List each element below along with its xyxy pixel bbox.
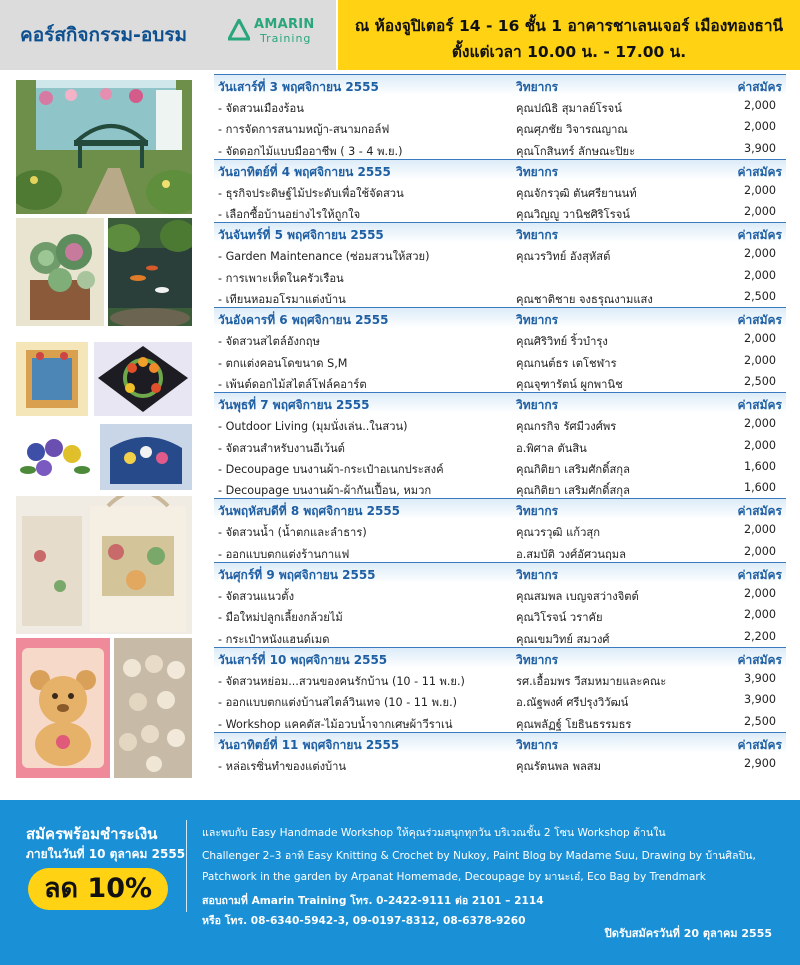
course-instructor: คุณกิติยา เสริมศักดิ์สกุล <box>516 462 630 476</box>
course-name: - ออกแบบตกแต่งบ้านสไตล์วินเทจ (10 - 11 พ.ย.) <box>218 696 457 710</box>
course-fee: 2,000 <box>743 587 776 601</box>
fee-column-header: ค่าสมัคร <box>737 398 782 413</box>
fee-column-header: ค่าสมัคร <box>737 228 782 243</box>
fee-column-header: ค่าสมัคร <box>737 504 782 519</box>
day-block <box>214 159 786 223</box>
header-title-panel <box>0 0 336 70</box>
course-instructor: คุณโกสินทร์ ลักษณะปิยะ <box>516 144 636 158</box>
course-row <box>214 583 786 604</box>
course-row <box>214 371 786 392</box>
tote-bag-photo <box>16 496 192 634</box>
key-holder-photo <box>100 424 192 490</box>
footer-divider <box>186 820 187 912</box>
fee-column-header: ค่าสมัคร <box>737 313 782 328</box>
course-fee: 2,000 <box>743 247 776 261</box>
course-name: - จัดสวนน้ำ (น้ำตกและลำธาร) <box>218 526 367 540</box>
day-title: วันอังคารที่ 6 พฤศจิกายน 2555 <box>218 313 389 328</box>
day-header <box>214 647 786 668</box>
course-instructor: คุณชาติชาย จงธรุณงามแสง <box>516 293 653 307</box>
course-fee: 2,000 <box>743 332 776 346</box>
course-name: - จัดสวนแนวตั้ง <box>218 590 295 604</box>
footer-line-3: Patchwork in the garden by Arpanat Homemade, Decoupage by มานะเอ๋, Eco Bag by Trendmark <box>202 871 706 883</box>
course-name: - เลือกซื้อบ้านอย่างไรให้ถูกใจ <box>218 208 361 222</box>
course-name: - Decoupage บนงานผ้า-กระเป๋าอเนกประสงค์ <box>218 462 444 476</box>
course-row <box>214 689 786 710</box>
teddy-bear-cushion-photo <box>16 638 110 778</box>
course-row <box>214 180 786 201</box>
course-schedule <box>214 74 786 774</box>
page-title: คอร์สกิจกรรม-อบรม <box>20 24 188 46</box>
course-name: - จัดสวนสำหรับงานอีเว้นต์ <box>218 441 345 455</box>
course-name: - ออกแบบตกแต่งร้านกาแฟ <box>218 547 350 561</box>
day-header <box>214 307 786 328</box>
course-row <box>214 668 786 689</box>
course-row <box>214 286 786 307</box>
course-name: - จัดสวนเมืองร้อน <box>218 102 304 115</box>
day-block <box>214 392 786 498</box>
instructor-column-header: วิทยากร <box>516 228 559 243</box>
course-fee: 2,000 <box>743 353 776 367</box>
painted-box-photo <box>16 342 88 416</box>
course-name: - หล่อเรซิ่นทำของแต่งบ้าน <box>218 759 347 773</box>
day-header <box>214 74 786 95</box>
footer-line-1: และพบกับ Easy Handmade Workshop ให้คุณร่วมสนุกทุกวัน บริเวณชั้น 2 โซน Workshop ด้านใน <box>202 827 666 839</box>
discount-badge <box>28 868 168 910</box>
course-row <box>214 138 786 159</box>
course-instructor: คุณวิญญู วานิชศิริโรจน์ <box>516 208 630 222</box>
course-fee: 2,000 <box>743 205 776 219</box>
course-fee: 2,000 <box>743 183 776 197</box>
garden-bench-photo <box>16 80 192 214</box>
koi-pond-photo <box>108 218 192 326</box>
instructor-column-header: วิทยากร <box>516 652 559 667</box>
resin-dolls-photo <box>114 638 192 778</box>
course-fee: 2,900 <box>743 756 776 770</box>
course-instructor: คุณศุภชัย วิจารณญาณ <box>516 123 628 137</box>
course-row <box>214 435 786 456</box>
course-instructor: คุณวรวุฒิ แก้วสุก <box>516 526 600 540</box>
course-row <box>214 519 786 540</box>
course-fee: 3,900 <box>743 671 776 685</box>
course-instructor: คุณวรวิทย์ อังสุหัสต์ <box>516 250 611 264</box>
course-row <box>214 626 786 647</box>
course-fee: 2,000 <box>743 99 776 112</box>
fee-column-header: ค่าสมัคร <box>737 652 782 667</box>
header-banner <box>0 0 800 70</box>
course-instructor: อ.ณัฐพงศ์ ศรีปรุงวิวัฒน์ <box>516 696 629 710</box>
course-fee: 2,000 <box>743 268 776 282</box>
day-title: วันจันทร์ที่ 5 พฤศจิกายน 2555 <box>218 228 384 243</box>
instructor-column-header: วิทยากร <box>516 398 559 413</box>
course-instructor: คุณจักรวุฒิ ตันศรียานนท์ <box>516 186 637 200</box>
fee-column-header: ค่าสมัคร <box>737 80 782 94</box>
course-name: - เทียนหอมอโรมาแต่งบ้าน <box>218 293 346 307</box>
course-fee: 2,500 <box>743 374 776 388</box>
day-header <box>214 498 786 519</box>
course-name: - การเพาะเห็ดในครัวเรือน <box>218 271 344 285</box>
instructor-column-header: วิทยากร <box>516 504 559 519</box>
day-title: วันอาทิตย์ที่ 11 พฤศจิกายน 2555 <box>218 737 400 752</box>
course-row <box>214 413 786 434</box>
footer-contact: สอบถามที่ Amarin Training โทร. 0-2422-9111 ต่อ 2101 – 2114 <box>202 895 544 907</box>
day-header <box>214 222 786 243</box>
day-block <box>214 74 786 159</box>
floral-tray-photo <box>94 342 192 416</box>
instructor-column-header: วิทยากร <box>516 568 559 583</box>
course-row <box>214 711 786 732</box>
course-name: - Decoupage บนงานผ้า-ผ้ากันเปื้อน, หมวก <box>218 484 432 498</box>
fee-column-header: ค่าสมัคร <box>737 164 782 179</box>
promo-title: สมัครพร้อมชำระเงิน <box>26 825 158 843</box>
day-header <box>214 732 786 753</box>
course-row <box>214 95 786 116</box>
course-fee: 2,000 <box>743 608 776 622</box>
course-fee: 2,500 <box>743 714 776 728</box>
discount-label: ลด 10% <box>43 873 153 904</box>
header-venue-panel <box>336 0 800 70</box>
amarin-training-logo <box>228 17 324 49</box>
course-instructor: คุณกรกิจ รัศมีวงศ์พร <box>516 420 617 434</box>
footer-banner <box>0 800 800 965</box>
course-name: - มือใหม่ปลูกเลี้ยงกล้วยไม้ <box>218 611 343 625</box>
succulent-pot-photo <box>16 218 104 326</box>
course-instructor: คุณเขมวิทย์ สมวงศ์ <box>516 632 610 646</box>
course-name: - Garden Maintenance (ซ่อมสวนให้สวย) <box>218 250 430 264</box>
pansy-folk-art-photo <box>16 424 96 490</box>
fee-column-header: ค่าสมัคร <box>737 568 782 583</box>
instructor-column-header: วิทยากร <box>516 737 559 752</box>
brand-name: AMARIN <box>254 17 315 32</box>
course-name: - จัดดอกไม้แบบมืออาชีพ ( 3 - 4 พ.ย.) <box>218 144 403 158</box>
venue-location: ณ ห้องจูปิเตอร์ 14 - 16 ชั้น 1 อาคารชาเลนเจอร์ เมืองทองธานี <box>354 17 784 35</box>
day-block <box>214 498 786 562</box>
day-block <box>214 307 786 392</box>
course-fee: 2,200 <box>743 629 776 643</box>
course-instructor: คุณรัตนพล พลสม <box>516 759 602 773</box>
course-instructor: อ.สมบัติ วงศ์อัศวนฤมล <box>516 547 627 561</box>
course-fee: 1,600 <box>743 459 776 473</box>
day-header <box>214 562 786 583</box>
amarin-triangle-icon <box>228 19 250 41</box>
course-name: - ตกแต่งคอนโดขนาด S,M <box>218 356 348 370</box>
course-name: - กระเป๋าหนังแฮนด์เมด <box>218 632 330 646</box>
course-name: - การจัดการสนามหญ้า-สนามกอล์ฟ <box>218 123 390 137</box>
course-name: - จัดสวนหย่อม...สวนของคนรักบ้าน (10 - 11 พ.ย.) <box>218 674 465 688</box>
course-instructor: คุณปณิธิ สุมาลย์โรจน์ <box>516 102 622 115</box>
course-instructor: คุณกนต์ธร เตโชฬาร <box>516 356 617 370</box>
course-fee: 3,900 <box>743 693 776 707</box>
photo-collage <box>14 78 196 780</box>
day-block <box>214 647 786 732</box>
course-row <box>214 456 786 477</box>
course-name: - เพ้นต์ดอกไม้สไตล์โฟล์คอาร์ต <box>218 377 367 391</box>
day-title: วันเสาร์ที่ 10 พฤศจิกายน 2555 <box>218 652 388 667</box>
course-row <box>214 328 786 349</box>
course-name: - จัดสวนสไตล์อังกฤษ <box>218 335 320 349</box>
course-row <box>214 116 786 137</box>
footer-contact-phones: หรือ โทร. 08-6340-5942-3, 09-0197-8312, 08-6378-9260 <box>202 915 526 927</box>
course-fee: 2,000 <box>743 417 776 431</box>
course-fee: 2,000 <box>743 120 776 134</box>
day-title: วันอาทิตย์ที่ 4 พฤศจิกายน 2555 <box>218 164 391 179</box>
course-instructor: คุณกิติยา เสริมศักดิ์สกุล <box>516 484 630 498</box>
instructor-column-header: วิทยากร <box>516 313 559 328</box>
day-title: วันศุกร์ที่ 9 พฤศจิกายน 2555 <box>218 568 376 583</box>
day-header <box>214 392 786 413</box>
instructor-column-header: วิทยากร <box>516 80 559 94</box>
course-fee: 2,000 <box>743 523 776 537</box>
course-instructor: อ.พิศาล ตันสิน <box>516 441 587 455</box>
day-title: วันพฤหัสบดีที่ 8 พฤศจิกายน 2555 <box>218 504 401 519</box>
instructor-column-header: วิทยากร <box>516 164 559 179</box>
day-header <box>214 159 786 180</box>
day-block <box>214 222 786 307</box>
fee-column-header: ค่าสมัคร <box>737 737 782 752</box>
course-row <box>214 604 786 625</box>
course-row <box>214 477 786 498</box>
venue-time: ตั้งแต่เวลา 10.00 น. - 17.00 น. <box>451 43 687 61</box>
course-fee: 3,900 <box>743 141 776 155</box>
day-title: วันพุธที่ 7 พฤศจิกายน 2555 <box>218 398 370 413</box>
course-instructor: คุณวิโรจน์ วราคัย <box>516 611 603 625</box>
course-fee: 2,000 <box>743 438 776 452</box>
day-block <box>214 732 786 774</box>
course-name: - ธุรกิจประดิษฐ์ไม้ประดับเพื่อใช้จัดสวน <box>218 186 404 200</box>
day-title: วันเสาร์ที่ 3 พฤศจิกายน 2555 <box>218 80 379 94</box>
course-row <box>214 265 786 286</box>
course-instructor: คุณพลัฏฐ์ โยธินธรรมธร <box>516 717 632 731</box>
course-fee: 2,500 <box>743 290 776 304</box>
brand-subtitle: Training <box>260 32 312 45</box>
course-instructor: คุณจุฑารัตน์ ผูกพานิช <box>516 377 623 391</box>
course-name: - Outdoor Living (มุมนั่งเล่น..ในสวน) <box>218 420 408 434</box>
course-fee: 1,600 <box>743 481 776 495</box>
promo-deadline: ภายในวันที่ 10 ตุลาคม 2555 <box>26 847 186 861</box>
course-row <box>214 350 786 371</box>
course-name: - Workshop แคคตัส-ไม้อวบน้ำจากเศษผ้าวีราเน่ <box>218 717 453 731</box>
course-fee: 2,000 <box>743 544 776 558</box>
course-instructor: รศ.เอื้อมพร วีสมหมายและคณะ <box>516 674 667 688</box>
footer-line-2: Challenger 2–3 อาทิ Easy Knitting & Crochet by Nukoy, Paint Blog by Madame Suu, Drawing by บ้านศิลปิน, <box>202 850 756 862</box>
course-row <box>214 541 786 562</box>
course-instructor: คุณศิริวิทย์ ริ้วบำรุง <box>516 335 608 349</box>
course-row <box>214 243 786 264</box>
course-row <box>214 753 786 774</box>
course-row <box>214 201 786 222</box>
registration-closing: ปิดรับสมัครวันที่ 20 ตุลาคม 2555 <box>604 927 772 940</box>
course-instructor: คุณสมพล เบญจสว่างจิตต์ <box>516 590 639 604</box>
day-block <box>214 562 786 647</box>
